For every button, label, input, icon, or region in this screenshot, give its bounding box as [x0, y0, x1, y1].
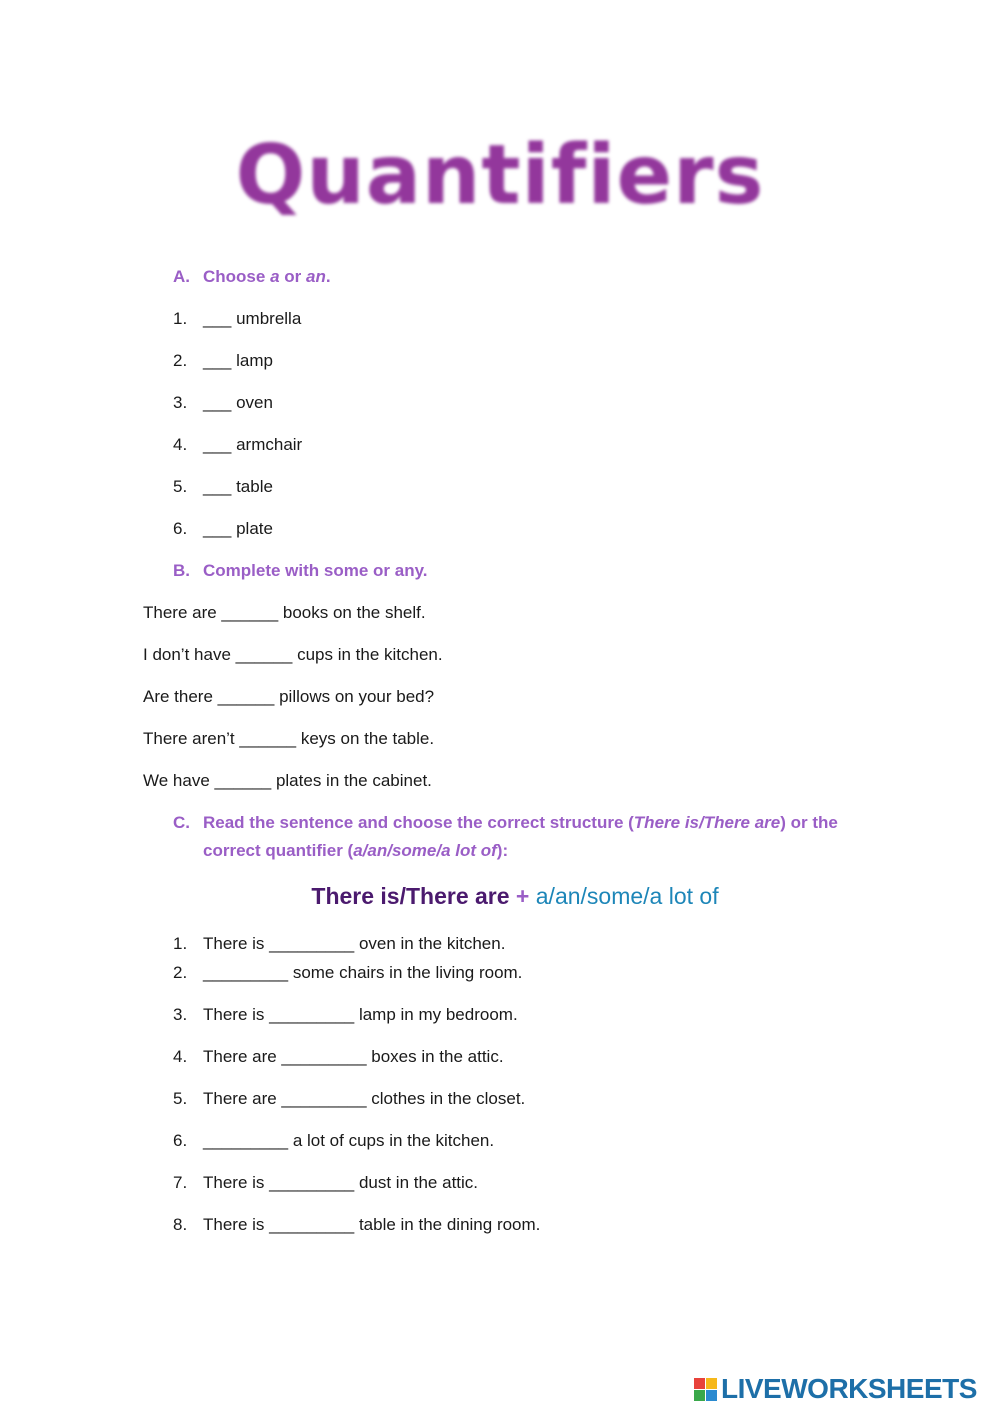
sentence: Are there ______ pillows on your bed?: [143, 687, 435, 706]
heading-c-part: ):: [496, 841, 509, 860]
item-number: 2.: [173, 351, 188, 370]
section-b-heading: [173, 557, 428, 585]
item-number: 8.: [173, 1215, 188, 1234]
list-item: [173, 1172, 478, 1194]
section-b-letter: B.: [173, 561, 190, 580]
item-text: ___ armchair: [203, 435, 303, 454]
item-number: 5.: [173, 1089, 188, 1108]
formula-line: [0, 881, 1000, 911]
item-number: 3.: [173, 393, 188, 412]
logo-block: [694, 1378, 705, 1389]
section-b-heading-text: Complete with some or any.: [203, 561, 428, 580]
logo-blocks-icon: [694, 1378, 717, 1401]
list-item: [173, 518, 273, 540]
heading-c-italic-quantifier: a/an/some/a lot of: [353, 841, 497, 860]
item-text: There is _________ lamp in my bedroom.: [203, 1005, 518, 1024]
list-item: [173, 1088, 525, 1110]
item-text: _________ a lot of cups in the kitchen.: [203, 1131, 495, 1150]
item-text: There is _________ table in the dining room.: [203, 1215, 541, 1234]
list-item: [173, 476, 273, 498]
sentence: We have ______ plates in the cabinet.: [143, 771, 432, 790]
heading-c-part: Read the sentence and choose the correct structure (: [203, 813, 634, 832]
item-number: 3.: [173, 1005, 188, 1024]
sentence: There aren’t ______ keys on the table.: [143, 729, 435, 748]
item-text: There is _________ oven in the kitchen.: [203, 934, 506, 953]
logo-block: [694, 1390, 705, 1401]
logo-block: [706, 1378, 717, 1389]
logo-text: LIVEWORKSHEETS: [721, 1373, 977, 1404]
item-number: 6.: [173, 519, 188, 538]
item-text: There is _________ dust in the attic.: [203, 1173, 479, 1192]
heading-a-italic-an: an: [305, 267, 326, 286]
item-text: ___ table: [203, 477, 273, 496]
list-item: [173, 1046, 504, 1068]
item-text: ___ umbrella: [203, 309, 302, 328]
item-number: 1.: [173, 309, 188, 328]
list-item: [173, 392, 273, 414]
heading-a-part: .: [325, 267, 331, 286]
item-text: ___ lamp: [203, 351, 273, 370]
item-text: _________ some chairs in the living room.: [203, 963, 523, 982]
list-item: [173, 1130, 494, 1152]
section-a-heading: [173, 263, 331, 291]
formula-structure: There is/There are: [311, 883, 510, 909]
list-item: [173, 434, 302, 456]
formula-plus: +: [509, 883, 536, 909]
sentence: There are ______ books on the shelf.: [143, 603, 426, 622]
list-item: [173, 1214, 540, 1236]
section-a-letter: A.: [173, 267, 190, 286]
heading-a-italic-a: a: [270, 267, 280, 286]
item-text: ___ plate: [203, 519, 273, 538]
list-item: [173, 350, 273, 372]
heading-a-part: or: [279, 267, 306, 286]
list-item: [173, 1004, 518, 1026]
page-title: Quantifiers: [235, 128, 765, 223]
sentence: I don’t have ______ cups in the kitchen.: [143, 645, 443, 664]
item-number: 4.: [173, 1047, 188, 1066]
list-item: [173, 962, 522, 984]
section-c-heading: [173, 809, 843, 865]
item-number: 6.: [173, 1131, 188, 1150]
item-number: 1.: [173, 934, 188, 953]
item-text: There are _________ clothes in the closet.: [203, 1089, 526, 1108]
heading-c-part: ) or the correct quantifier (: [203, 813, 838, 860]
item-text: ___ oven: [203, 393, 273, 412]
list-item: [173, 308, 301, 330]
section-c-letter: C.: [173, 813, 190, 832]
item-number: 2.: [173, 963, 188, 982]
item-number: 7.: [173, 1173, 188, 1192]
item-number: 5.: [173, 477, 188, 496]
item-text: There are _________ boxes in the attic.: [203, 1047, 504, 1066]
liveworksheets-logo: [694, 1374, 977, 1404]
item-number: 4.: [173, 435, 188, 454]
heading-c-italic-structure: There is/There are: [633, 813, 781, 832]
list-item: [173, 933, 505, 955]
formula-quantifier: a/an/some/a lot of: [535, 883, 719, 909]
logo-block: [706, 1390, 717, 1401]
heading-a-part: Choose: [203, 267, 271, 286]
